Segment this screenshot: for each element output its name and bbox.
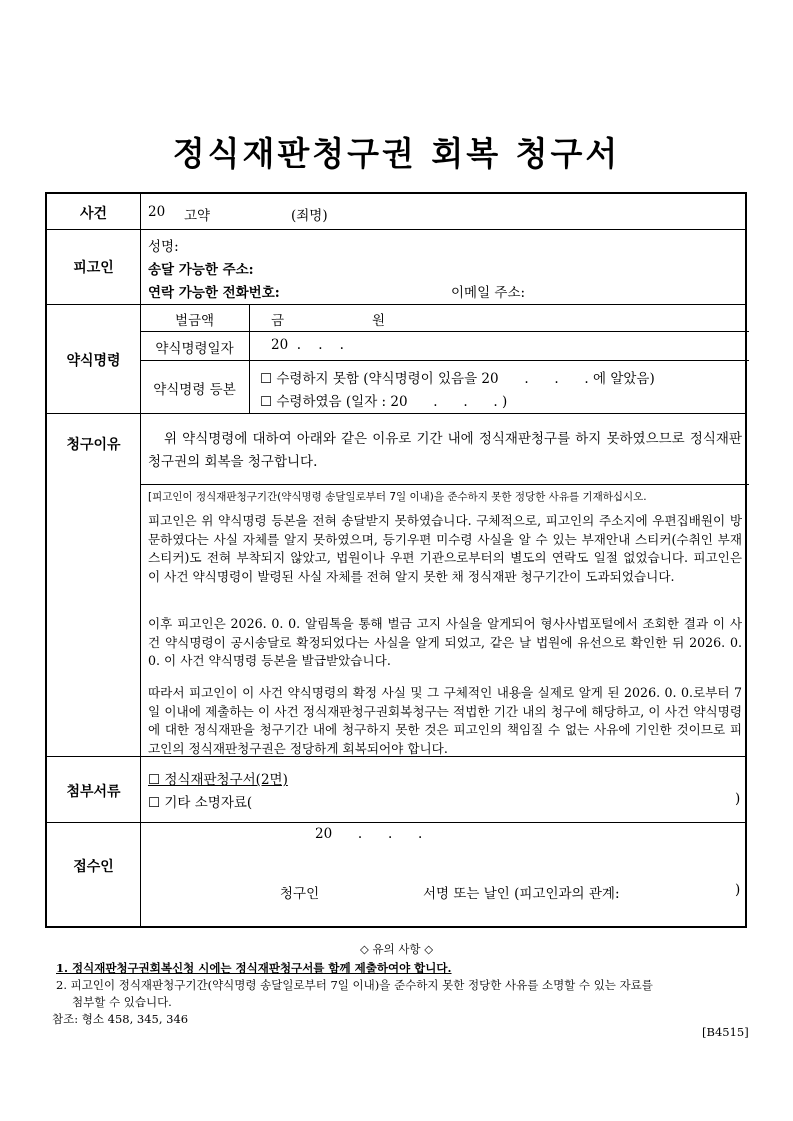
attachment-other-checkbox[interactable]: ☐ 기타 소명자료( (148, 795, 253, 811)
note-2-continued: 첨부할 수 있습니다. (72, 995, 172, 1009)
relation-close: ) (735, 882, 741, 898)
receipt-label: 접수인 (73, 859, 114, 875)
reason-statement: 위 약식명령에 대하여 아래와 같은 이유로 기간 내에 정식재판청구를 하지 못하였으므로 정식재판청구권의 회복을 청구합니다. (148, 431, 742, 470)
defendant-label: 피고인 (73, 260, 114, 276)
claimant-label: 청구인 (280, 886, 320, 902)
reason-subdivider (140, 484, 749, 485)
signature-field[interactable]: 서명 또는 날인 (피고인과의 관계: (423, 886, 620, 902)
copy-not-received-checkbox[interactable]: ☐ 수령하지 못함 (약식명령이 있음을 20 . . . 에 알았음) (260, 371, 655, 387)
document-title: 정식재판청구권 회복 청구서 (172, 134, 621, 173)
order-date-label: 약식명령일자 (155, 341, 234, 357)
reason-paragraph-2[interactable]: 이후 피고인은 2026. 0. 0. 알림톡을 통해 벌금 고지 사실을 알게되어 형사사법포털에서 조회한 결과 이 사건 약식명령이 공시송달로 확정되었다는 사실을 알게 되었고, 같은 날 법원에 유선으로 확인한 뒤 2026. 0. 0. 이 사건 약식명령 등본을 발급받았습니다. (148, 616, 742, 668)
defendant-email[interactable]: 이메일 주소: (451, 285, 526, 301)
claim-form (45, 192, 747, 928)
copy-received-checkbox[interactable]: ☐ 수령하였음 (일자 : 20 . . . ) (260, 394, 508, 410)
order-date-value[interactable]: 20 . . . (271, 337, 344, 353)
fine-value-suffix: 원 (372, 313, 386, 329)
attachments-label: 첨부서류 (66, 784, 121, 800)
case-label: 사건 (79, 206, 108, 222)
row-divider (47, 229, 745, 230)
defendant-phone[interactable]: 연락 가능한 전화번호: (148, 285, 280, 301)
receipt-date[interactable]: 20 . . . (315, 826, 423, 842)
summary-order-label: 약식명령 (66, 353, 121, 369)
row-divider (47, 413, 745, 414)
reason-label: 청구이유 (66, 437, 121, 453)
fine-label: 벌금액 (174, 313, 215, 329)
row-divider (47, 304, 745, 305)
defendant-name[interactable]: 성명: (148, 239, 179, 255)
order-subcolumn-divider (249, 304, 250, 413)
reason-instruction: [피고인이 정식재판청구기간(약식명령 송달일로부터 7일 이내)을 준수하지 못한 정당한 사유를 기재하십시오. (148, 491, 647, 503)
form-code: [B4515] (702, 1025, 749, 1039)
case-crime[interactable]: (죄명) (291, 208, 328, 224)
attachment-other-close: ) (735, 791, 741, 807)
row-divider (47, 822, 745, 823)
note-1: 1. 정식재판청구권회복신청 시에는 정식재판청구서를 함께 제출하여야 합니다. (56, 961, 452, 975)
fine-value-prefix: 금 (271, 313, 285, 329)
reason-paragraph-3[interactable]: 따라서 피고인이 이 사건 약식명령의 확정 사실 및 그 구체적인 내용을 실제로 알게 된 2026. 0. 0.로부터 7일 이내에 제출하는 이 사건 정식재판청구권회복청구는 적법한 기간 내의 청구에 해당하고, 이 사건 약식명령에 대한 정식재판을 청구기간 내에 청구하지 못한 것은 피고인의 책임질 수 없는 사유에 기인한 것이므로 피고인의 정식재판청구권은 정당하게 회복되어야 합니다. (148, 685, 742, 756)
notes-heading: ◇ 유의 사항 ◇ (359, 942, 434, 956)
reason-paragraph-1[interactable]: 피고인은 위 약식명령 등본을 전혀 송달받지 못하였습니다. 구체적으로, 피고인의 주소지에 우편집배원이 방문하였다는 사실 자체를 알지 못하였으며, 등기우편 미수령 사실을 알 수 있는 부재안내 스티커(수취인 부재 스티커)도 전혀 부착되지 않았고, 법원이나 우편 기관으로부터의 별도의 연락도 일절 없었습니다. 피고인은 이 사건 약식명령이 발령된 사실 자체를 전혀 알지 못한 채 정식재판 청구기간이 도과되었습니다. (148, 513, 742, 584)
order-subrow-divider (140, 360, 749, 361)
order-subrow-divider (140, 331, 749, 332)
case-type[interactable]: 고약 (184, 208, 211, 224)
note-2: 2. 피고인이 정식재판청구기간(약식명령 송달일로부터 7일 이내)을 준수하지 못한 정당한 사유를 소명할 수 있는 자료를 (56, 978, 653, 992)
attachment-formal-trial-checkbox[interactable]: ☐ 정식재판청구서(2면) (148, 772, 288, 788)
defendant-address[interactable]: 송달 가능한 주소: (148, 262, 254, 278)
reference: 참조: 형소 458, 345, 346 (52, 1012, 189, 1026)
case-year[interactable]: 20 (148, 204, 166, 220)
order-copy-label: 약식명령 등본 (153, 382, 236, 398)
